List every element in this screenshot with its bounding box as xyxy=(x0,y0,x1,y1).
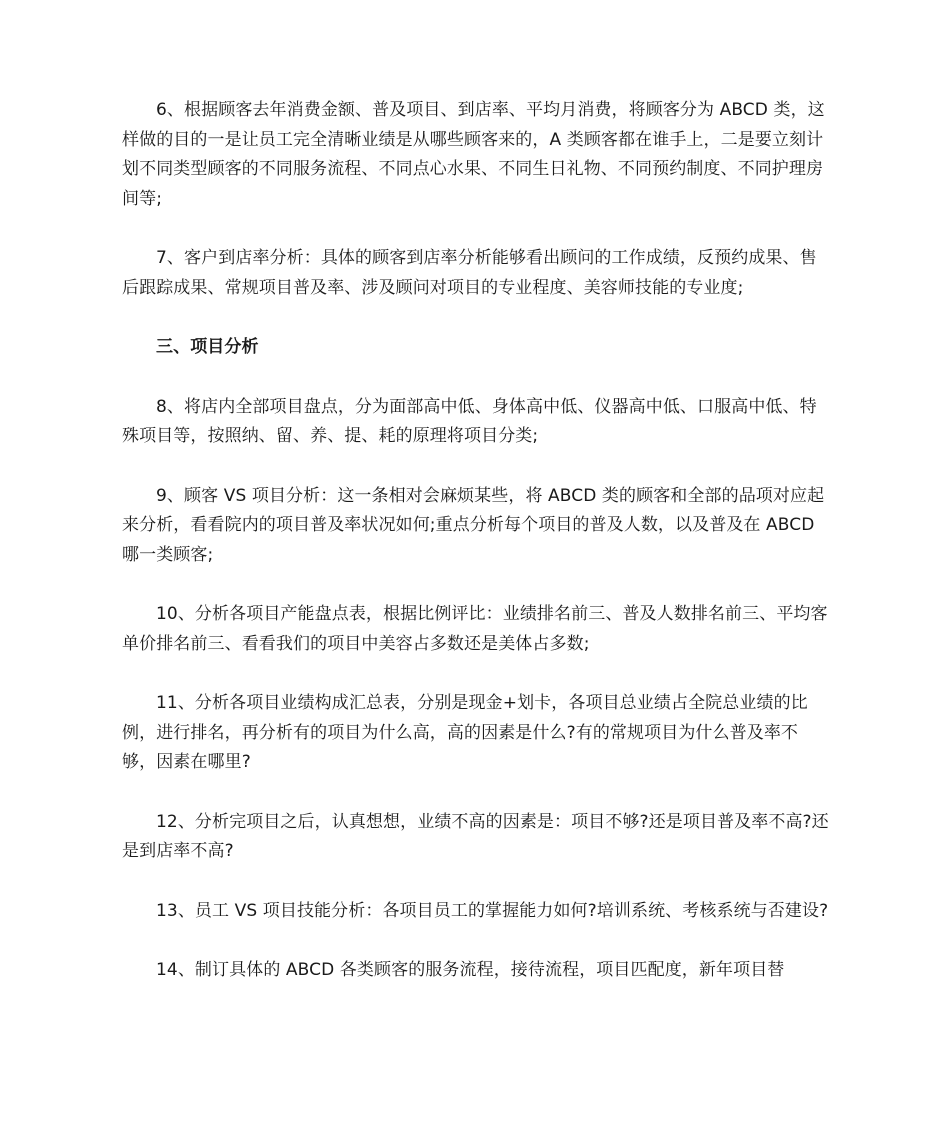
document-body xyxy=(122,96,832,1016)
paragraph-11: 11、分析各项目业绩构成汇总表，分别是现金+划卡，各项目总业绩占全院总业绩的比例，进行排名，再分析有的项目为什么高，高的因素是什么?有的常规项目为什么普及率不够，因素在哪里? xyxy=(122,693,808,772)
paragraph-7: 7、客户到店率分析：具体的顾客到店率分析能够看出顾问的工作成绩，反预约成果、售后跟踪成果、常规项目普及率、涉及顾问对项目的专业程度、美容师技能的专业度; xyxy=(122,248,817,298)
paragraph-14: 14、制订具体的 ABCD 各类顾客的服务流程，接待流程，项目匹配度，新年项目替 xyxy=(156,960,785,980)
section-heading-project-analysis: 三、项目分析 xyxy=(156,337,259,357)
paragraph-8: 8、将店内全部项目盘点，分为面部高中低、身体高中低、仪器高中低、口服高中低、特殊项目等，按照纳、留、养、提、耗的原理将项目分类; xyxy=(122,396,817,446)
paragraph-9: 9、顾客 VS 项目分析：这一条相对会麻烦某些，将 ABCD 类的顾客和全部的品项对应起来分析，看看院内的项目普及率状况如何;重点分析每个项目的普及人数，以及普及在 ABCD 哪一类顾客; xyxy=(122,485,825,565)
paragraph-10: 10、分析各项目产能盘点表，根据比例评比：业绩排名前三、普及人数排名前三、平均客单价排名前三、看看我们的项目中美容占多数还是美体占多数; xyxy=(122,604,828,654)
paragraph-6: 6、根据顾客去年消费金额、普及项目、到店率、平均月消费，将顾客分为 ABCD 类，这样做的目的一是让员工完全清晰业绩是从哪些顾客来的，A 类顾客都在谁手上，二是要立刻计划不同类型顾客的不同服务流程、不同点心水果、不同生日礼物、不同预约制度、不同护理房间等; xyxy=(122,100,825,209)
paragraph-12: 12、分析完项目之后，认真想想，业绩不高的因素是：项目不够?还是项目普及率不高?还是到店率不高? xyxy=(122,811,829,861)
paragraph-13: 13、员工 VS 项目技能分析：各项目员工的掌握能力如何?培训系统、考核系统与否建设? xyxy=(156,900,829,921)
